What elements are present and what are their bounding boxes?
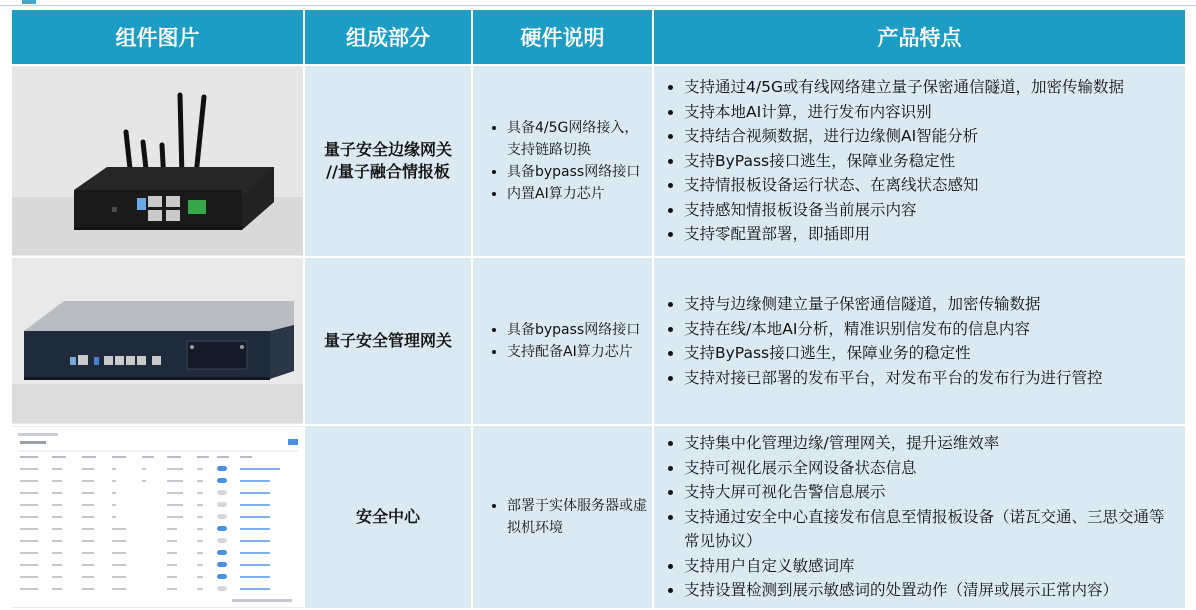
- hardware-item: • 支持配备AI算力芯片: [507, 341, 648, 363]
- component-name-line: //量子融合情报板: [326, 162, 450, 181]
- hardware-item: • 具备4/5G网络接入，支持链路切换: [507, 117, 648, 161]
- header-hardware: 硬件说明: [472, 9, 653, 65]
- security-center-screenshot: [11, 425, 304, 609]
- top-accent: [22, 0, 36, 4]
- hardware-cell: [472, 65, 653, 257]
- header-features: 产品特点: [653, 9, 1186, 65]
- feature-item: • 支持通过安全中心直接发布信息至情报板设备（诺瓦交通、三思交通等常见协议）: [684, 505, 1179, 554]
- header-component: 组成部分: [304, 9, 472, 65]
- feature-item: • 支持ByPass接口逃生，保障业务稳定性: [684, 149, 1179, 174]
- feature-item: • 支持感知情报板设备当前展示内容: [684, 198, 1179, 223]
- hardware-cell: [472, 425, 653, 609]
- features-cell: [653, 65, 1186, 257]
- feature-item: • 支持设置检测到展示敏感词的处置动作（清屏或展示正常内容）: [684, 578, 1179, 603]
- table-row: [11, 65, 1186, 257]
- feature-item: • 支持在线/本地AI分析，精准识别信发布的信息内容: [684, 317, 1179, 342]
- feature-item: • 支持集中化管理边缘/管理网关，提升运维效率: [684, 431, 1179, 456]
- table-row: [11, 425, 1186, 609]
- edge-gateway-photo: [11, 65, 304, 257]
- top-bar: [0, 0, 1196, 8]
- header-image: 组件图片: [11, 9, 304, 65]
- feature-item: • 支持与边缘侧建立量子保密通信隧道，加密传输数据: [684, 292, 1179, 317]
- component-name-line: 量子安全边缘网关: [323, 140, 452, 159]
- feature-item: • 支持本地AI计算，进行发布内容识别: [684, 100, 1179, 125]
- component-name-line: 安全中心: [355, 507, 420, 526]
- features-cell: [653, 425, 1186, 609]
- hardware-item: • 内置AI算力芯片: [507, 183, 648, 205]
- hardware-item: • 具备bypass网络接口: [507, 161, 648, 183]
- feature-item: • 支持可视化展示全网设备状态信息: [684, 456, 1179, 481]
- table-row: [11, 257, 1186, 425]
- component-name: [304, 425, 472, 609]
- features-cell: [653, 257, 1186, 425]
- feature-item: • 支持ByPass接口逃生，保障业务的稳定性: [684, 341, 1179, 366]
- feature-item: • 支持对接已部署的发布平台，对发布平台的发布行为进行管控: [684, 366, 1179, 391]
- feature-item: • 支持零配置部署，即插即用: [684, 222, 1179, 247]
- component-name-line: 量子安全管理网关: [323, 331, 452, 350]
- feature-item: • 支持通过4/5G或有线网络建立量子保密通信隧道，加密传输数据: [684, 75, 1179, 100]
- table-header-row: [11, 9, 1186, 65]
- component-name: [304, 257, 472, 425]
- feature-item: • 支持大屏可视化告警信息展示: [684, 480, 1179, 505]
- top-divider: [0, 5, 1196, 6]
- feature-item: • 支持结合视频数据，进行边缘侧AI智能分析: [684, 124, 1179, 149]
- management-gateway-photo: [11, 257, 304, 425]
- component-name: [304, 65, 472, 257]
- hardware-item: • 部署于实体服务器或虚拟机环境: [507, 495, 648, 539]
- hardware-cell: [472, 257, 653, 425]
- product-spec-table: [10, 8, 1187, 610]
- feature-item: • 支持用户自定义敏感词库: [684, 554, 1179, 579]
- feature-item: • 支持情报板设备运行状态、在离线状态感知: [684, 173, 1179, 198]
- hardware-item: • 具备bypass网络接口: [507, 319, 648, 341]
